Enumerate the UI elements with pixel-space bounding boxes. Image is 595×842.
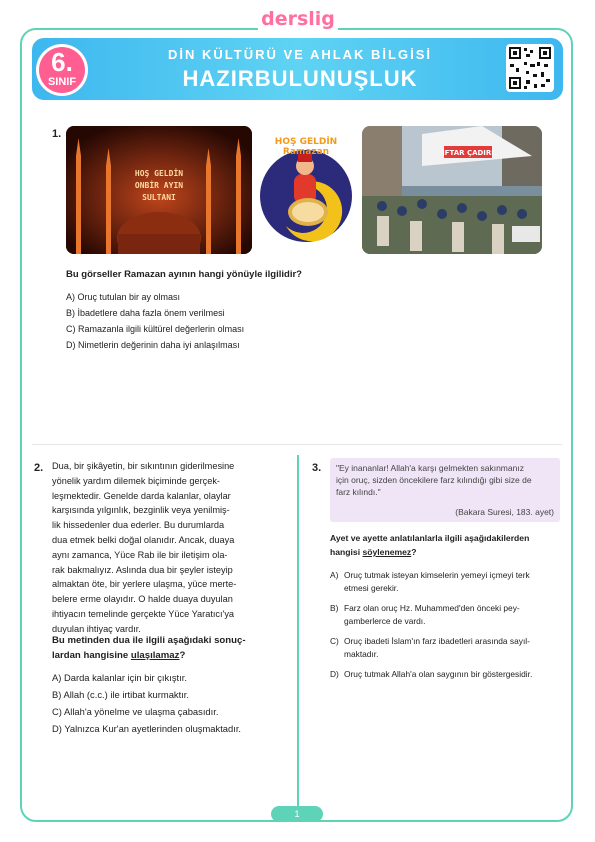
option-c[interactable]: C) Ramazanla ilgili kültürel değerlerin olması (66, 324, 245, 334)
ramazan-drummer-illustration (256, 126, 356, 254)
passage-line: dua etmek belki doğal olanıdır. Ancak, duaya (52, 534, 235, 545)
option-c[interactable]: C) Allah'a yönelme ve ulaşma çabasıdır. (52, 706, 219, 717)
question-line: Bu metinden dua ile ilgili aşağıdaki sonuç- (52, 635, 246, 646)
mosque-text-line: ONBİR AYIN (134, 181, 184, 190)
option-text-cont: etmesi gerekir. (344, 583, 399, 593)
passage-line: karşısında yılgınlık, bezginlik veya yenilmiş- (52, 505, 230, 516)
column-divider (297, 455, 299, 810)
grade-number: 6. (51, 47, 73, 77)
verse-line: "Ey inananlar! Allah'a karşı gelmekten sakınmanız (336, 463, 524, 473)
passage-line: Dua, bir şikâyetin, bir sıkıntının giderilmesine (52, 461, 235, 471)
welcome-badge-line: HOŞ GELDİN (274, 137, 338, 147)
option-a[interactable] (330, 569, 566, 595)
verse-quote-box (330, 458, 560, 522)
passage-line: aynı zamanca, Yüce Rab ile bir iletişim ola- (52, 549, 228, 560)
question-2-text (52, 633, 292, 663)
passage-line: ihtiyacın temelinde gerçekte Yüce Yaratıcı'ya (52, 608, 235, 619)
grade-label: SINIF (47, 76, 77, 88)
option-text-cont: gamberlerce de vardı. (344, 616, 426, 626)
negation-keyword: söylenemez (362, 547, 412, 557)
brand-logo: derslig (258, 8, 338, 30)
question-number: 1. (52, 128, 62, 140)
option-d[interactable]: D) Nimetlerin değerinin daha iyi anlaşılması (66, 340, 240, 350)
option-letter: D) (330, 669, 339, 679)
passage-line: rak bakmalıyız. Aslında dua bir şeyler isteyip (52, 564, 233, 575)
page-title: HAZIRBULUNUŞLUK (182, 66, 418, 91)
passage-line: lik hissedenler dua ederler. Bu durumlarda (52, 520, 225, 531)
tent-sign: İFTAR ÇADIRI (442, 149, 494, 157)
verse-source: (Bakara Suresi, 183. ayet) (455, 507, 554, 517)
option-text: Farz olan oruç Hz. Muhammed'den önceki pey- (344, 603, 520, 613)
passage-line: yönelik yardım dilemek biçiminde gerçek- (52, 475, 220, 486)
mosque-text-line: SULTANI (142, 193, 176, 202)
question-number: 3. (312, 462, 322, 474)
question-line: lardan hangisine (52, 650, 131, 661)
question-1-text: Bu görseller Ramazan ayının hangi yönüyle ilgilidir? (66, 269, 302, 280)
option-d[interactable] (330, 668, 566, 681)
section-divider (32, 444, 562, 445)
option-letter: C) (330, 636, 339, 646)
passage-line: duyulan ihtiyaç vardır. (52, 623, 141, 634)
question-line: hangisi (330, 547, 363, 557)
verse-line: için oruç, sizden öncekilere farz kılındığı gibi size de (336, 475, 532, 485)
negation-keyword: ulaşılamaz (130, 650, 180, 661)
passage-line: leşmektedir. Genelde darda kalanlar, olaylar (52, 490, 231, 501)
option-c[interactable] (330, 635, 566, 661)
option-letter: B) (330, 603, 339, 613)
question-3-text (330, 531, 566, 559)
question-number: 2. (34, 462, 44, 474)
question-mark: ? (411, 547, 417, 557)
option-a[interactable]: A) Oruç tutulan bir ay olması (66, 292, 181, 302)
option-text: Oruç tutmak Allah'a olan saygının bir göstergesidir. (344, 669, 533, 679)
option-b[interactable] (330, 602, 566, 628)
passage-line: almaktan öte, bir yerlere ulaşma, yüce merte- (52, 579, 237, 590)
iftar-tent-photo (362, 126, 542, 254)
option-b[interactable]: B) Allah (c.c.) ile irtibat kurmaktır. (52, 689, 190, 700)
mosque-photo (66, 126, 252, 254)
question-mark: ? (179, 650, 186, 661)
page-number: 1 (271, 806, 323, 822)
mosque-text-line: HOŞ GELDİN (134, 169, 184, 178)
option-text: Oruç tutmak isteyan kimselerin yemeyi içmeyi terk (344, 570, 530, 580)
grade-badge (36, 44, 88, 96)
question-2-passage (52, 459, 288, 637)
qr-code-icon (506, 44, 554, 92)
welcome-badge-line: Ramazan (282, 147, 330, 157)
option-text-cont: maktadır. (344, 649, 379, 659)
option-letter: A) (330, 570, 339, 580)
question-line: Ayet ve ayette anlatılanlarla ilgili aşağıdakilerden (330, 533, 530, 543)
option-d[interactable]: D) Yalnızca Kur'an ayetlerinden oluşmaktadır. (52, 723, 242, 734)
subject-title: DİN KÜLTÜRÜ VE AHLAK BİLGİSİ (168, 47, 432, 62)
verse-line: farz kılındı." (336, 487, 381, 497)
passage-line: belere erme olayıdır. O halde duaya duyulan (52, 594, 233, 605)
option-b[interactable]: B) İbadetlere daha fazla önem verilmesi (66, 308, 225, 318)
option-a[interactable]: A) Darda kalanlar için bir çıkıştır. (52, 672, 187, 683)
option-text: Oruç ibadeti İslam'ın farz ibadetleri arasında sayıl- (344, 636, 530, 646)
